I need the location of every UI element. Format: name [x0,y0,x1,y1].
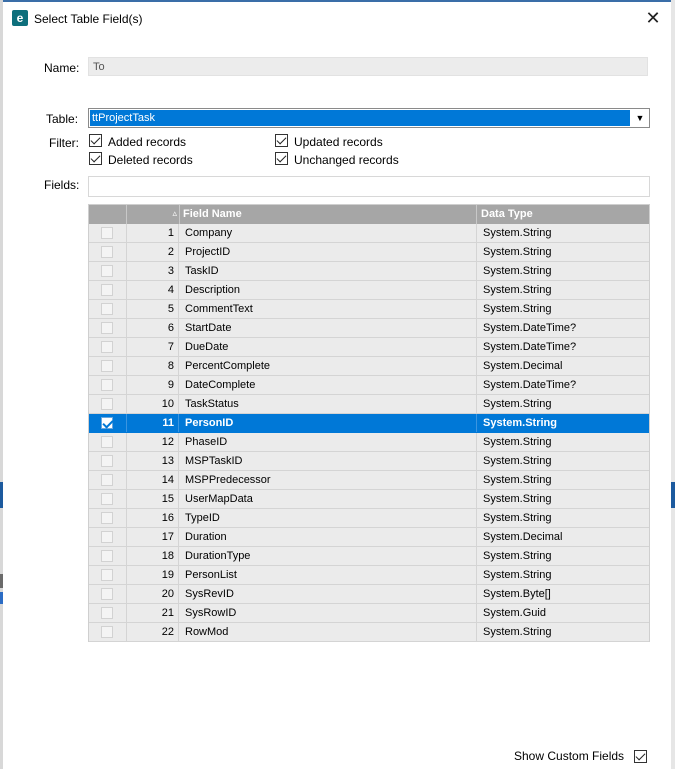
data-type-cell: System.String [483,455,552,467]
row-select-cell[interactable] [89,224,127,242]
field-name-cell: PercentComplete [180,357,477,375]
table-row[interactable] [89,338,649,357]
row-number: 7 [127,338,179,356]
added-records-label: Added records [108,135,187,149]
row-select-cell[interactable] [89,585,127,603]
row-number: 2 [127,243,179,261]
row-checkbox[interactable] [101,493,113,505]
data-type-cell: System.String [483,474,552,486]
row-select-cell[interactable] [89,281,127,299]
field-name-cell: Description [180,281,477,299]
table-row[interactable] [89,300,649,319]
unchanged-records-label: Unchanged records [294,153,399,167]
fields-input[interactable] [88,176,650,197]
row-number: 1 [127,224,179,242]
table-label: Table: [46,112,79,126]
show-custom-fields-label: Show Custom Fields [514,749,625,763]
row-select-cell[interactable] [89,338,127,356]
data-type-cell: System.String [483,569,552,581]
number-column-header[interactable] [127,205,180,224]
row-number: 8 [127,357,179,375]
window-title: Select Table Field(s) [34,12,143,26]
data-type-cell: System.String [483,512,552,524]
row-checkbox[interactable] [101,626,113,638]
row-checkbox[interactable] [101,379,113,391]
row-select-cell[interactable] [89,414,127,432]
row-number: 22 [127,623,179,641]
field-name-cell: PhaseID [180,433,477,451]
data-type-cell: System.String [483,417,557,429]
row-checkbox[interactable] [101,360,113,372]
row-number: 21 [127,604,179,622]
field-name-cell: UserMapData [180,490,477,508]
data-type-cell: System.Decimal [483,360,563,372]
row-checkbox[interactable] [101,284,113,296]
row-checkbox[interactable] [101,512,113,524]
table-row[interactable] [89,547,649,566]
field-name-cell: DurationType [180,547,477,565]
row-checkbox[interactable] [101,569,113,581]
background-window-edge-left [0,0,3,769]
chevron-down-icon[interactable]: ▼ [635,113,645,123]
row-select-cell[interactable] [89,547,127,565]
row-checkbox[interactable] [101,455,113,467]
row-number: 16 [127,509,179,527]
data-type-cell: System.String [483,436,552,448]
row-select-cell[interactable] [89,433,127,451]
row-number: 10 [127,395,179,413]
row-number: 13 [127,452,179,470]
deleted-records-checkbox[interactable] [89,152,102,165]
field-name-cell: Duration [180,528,477,546]
sort-ascending-icon: ▵ [172,208,177,218]
table-row[interactable] [89,623,649,642]
row-select-cell[interactable] [89,604,127,622]
row-number: 20 [127,585,179,603]
name-label: Name: [44,61,80,75]
data-type-cell: System.String [483,303,552,315]
table-row[interactable] [89,357,649,376]
deleted-records-label: Deleted records [108,153,193,167]
data-type-cell: System.String [483,398,552,410]
table-row[interactable] [89,509,649,528]
updated-records-label: Updated records [294,135,383,149]
field-name-cell: RowMod [180,623,477,641]
updated-records-checkbox[interactable] [275,134,288,147]
row-checkbox[interactable] [101,303,113,315]
table-row[interactable] [89,262,649,281]
background-window-edge-right [671,0,675,769]
table-row[interactable] [89,224,649,243]
fields-grid [88,204,650,642]
row-select-cell[interactable] [89,357,127,375]
field-name-column-header[interactable]: Field Name [180,205,477,224]
row-checkbox[interactable] [101,227,113,239]
row-checkbox[interactable] [101,246,113,258]
name-field[interactable]: To [88,57,648,76]
row-checkbox[interactable] [101,322,113,334]
row-select-cell[interactable] [89,566,127,584]
row-checkbox[interactable] [101,607,113,619]
data-type-cell: System.String [483,227,552,239]
row-select-cell[interactable] [89,262,127,280]
table-dropdown[interactable] [88,108,650,128]
row-checkbox[interactable] [101,398,113,410]
data-type-cell: System.Byte[] [483,588,551,600]
row-number: 11 [127,414,179,432]
row-select-cell[interactable] [89,528,127,546]
grid-header [89,205,649,224]
title-bar [4,2,671,34]
data-type-cell: System.Guid [483,607,546,619]
table-row[interactable] [89,566,649,585]
unchanged-records-checkbox[interactable] [275,152,288,165]
table-row[interactable] [89,528,649,547]
show-custom-fields-checkbox[interactable] [634,750,647,763]
data-type-cell: System.String [483,493,552,505]
data-type-cell: System.DateTime? [483,322,577,334]
field-name-cell: StartDate [180,319,477,337]
table-row[interactable] [89,414,649,433]
field-name-cell: TypeID [180,509,477,527]
field-name-cell: PersonList [180,566,477,584]
row-select-cell[interactable] [89,471,127,489]
row-number: 5 [127,300,179,318]
field-name-cell: PersonID [180,414,477,432]
field-name-cell: ProjectID [180,243,477,261]
field-name-cell: CommentText [180,300,477,318]
row-number: 9 [127,376,179,394]
field-name-cell: DateComplete [180,376,477,394]
row-checkbox[interactable] [101,550,113,562]
row-select-cell[interactable] [89,490,127,508]
table-row[interactable] [89,604,649,623]
row-number: 14 [127,471,179,489]
table-row[interactable] [89,471,649,490]
field-name-cell: Company [180,224,477,242]
table-row[interactable] [89,281,649,300]
filter-label: Filter: [49,136,79,150]
field-name-cell: TaskID [180,262,477,280]
row-select-cell[interactable] [89,395,127,413]
close-icon[interactable]: ✕ [645,8,661,28]
table-row[interactable] [89,243,649,262]
row-number: 4 [127,281,179,299]
fields-label: Fields: [44,178,80,192]
row-checkbox[interactable] [101,588,113,600]
data-type-cell: System.Decimal [483,531,563,543]
data-type-cell: System.String [483,626,552,638]
field-name-cell: SysRowID [180,604,477,622]
row-number: 6 [127,319,179,337]
row-number: 18 [127,547,179,565]
field-name-cell: SysRevID [180,585,477,603]
data-type-cell: System.String [483,265,552,277]
row-number: 15 [127,490,179,508]
row-checkbox[interactable] [101,474,113,486]
added-records-checkbox[interactable] [89,134,102,147]
row-checkbox[interactable] [101,417,113,429]
row-number: 17 [127,528,179,546]
data-type-cell: System.DateTime? [483,379,577,391]
field-name-cell: TaskStatus [180,395,477,413]
table-row[interactable] [89,319,649,338]
data-type-cell: System.DateTime? [483,341,577,353]
row-select-cell[interactable] [89,509,127,527]
row-checkbox[interactable] [101,341,113,353]
table-row[interactable] [89,490,649,509]
row-select-cell[interactable] [89,243,127,261]
row-select-cell[interactable] [89,452,127,470]
data-type-cell: System.String [483,550,552,562]
table-row[interactable] [89,395,649,414]
row-select-cell[interactable] [89,623,127,641]
row-number: 3 [127,262,179,280]
row-select-cell[interactable] [89,376,127,394]
table-selected-value: ttProjectTask [90,110,630,126]
data-type-cell: System.String [483,246,552,258]
app-logo-icon: e [12,10,28,26]
row-number: 12 [127,433,179,451]
row-checkbox[interactable] [101,531,113,543]
row-select-cell[interactable] [89,300,127,318]
row-checkbox[interactable] [101,436,113,448]
table-row[interactable] [89,452,649,471]
data-type-column-header[interactable]: Data Type [481,208,533,220]
table-row[interactable] [89,433,649,452]
row-number: 19 [127,566,179,584]
field-name-cell: DueDate [180,338,477,356]
table-row[interactable] [89,585,649,604]
field-name-cell: MSPPredecessor [180,471,477,489]
row-checkbox[interactable] [101,265,113,277]
data-type-cell: System.String [483,284,552,296]
table-row[interactable] [89,376,649,395]
field-name-cell: MSPTaskID [180,452,477,470]
row-select-cell[interactable] [89,319,127,337]
select-column-header[interactable] [89,205,127,224]
